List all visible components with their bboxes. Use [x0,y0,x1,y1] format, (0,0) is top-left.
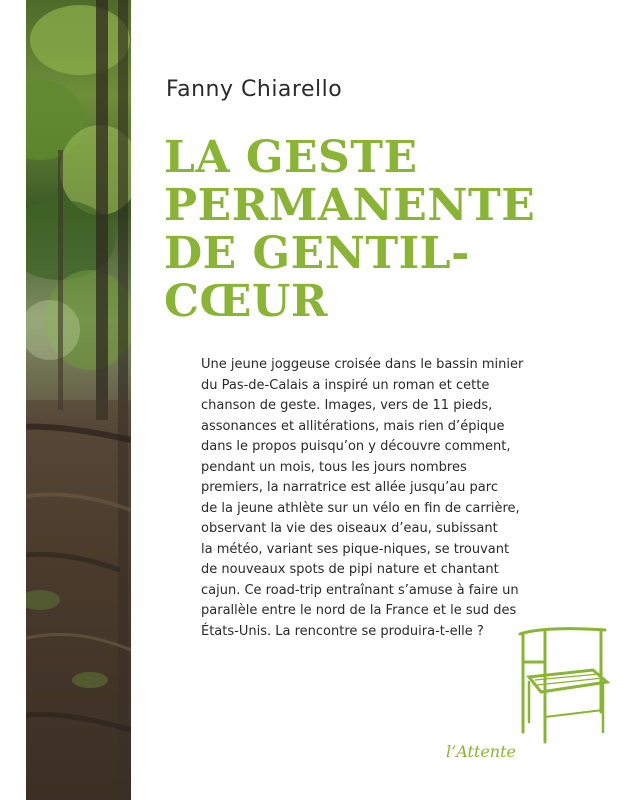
title-line: LA GESTE [164,132,418,183]
blurb-line: dans le propos puisqu’on y découvre comment, [201,439,511,454]
blurb-line: Une jeune joggeuse croisée dans le bassin minier [201,357,524,372]
blurb-line: de nouveaux spots de pipi nature et chantant [201,562,499,577]
page-margin [0,0,26,800]
blurb-line: la météo, variant ses pique-niques, se trouvant [201,541,510,557]
author-name: Fanny Chiarello [166,77,343,102]
blurb-line: assonances et allitérations, mais rien d’épique [201,418,505,434]
blurb-line: observant la vie des oiseaux d’eau, subissant [201,521,498,536]
blurb-line: du Pas-de-Calais a inspiré un roman et cette [201,377,490,393]
title-line: PERMANENTE [164,180,536,231]
book-title [164,134,604,326]
blurb-line: de la jeune athlète sur un vélo en fin de carrière, [201,500,520,516]
blurb-line: cajun. Ce road-trip entraînant s’amuse à faire un [201,582,519,598]
title-line: CŒUR [164,276,328,327]
title-line: DE GENTIL- [164,228,470,279]
blurb-line: chanson de geste. Images, vers de 11 pieds, [201,398,493,413]
chair-icon [515,622,610,747]
back-cover-blurb [201,355,531,642]
blurb-line: pendant un mois, tous les jours nombres [201,459,467,475]
blurb-line: États-Unis. La rencontre se produira-t-elle ? [201,623,484,639]
blurb-line: premiers, la narratrice est allée jusqu’au parc [201,480,498,495]
publisher-name: l’Attente [446,742,517,761]
blurb-line: parallèle entre le nord de la France et le sud des [201,603,517,618]
